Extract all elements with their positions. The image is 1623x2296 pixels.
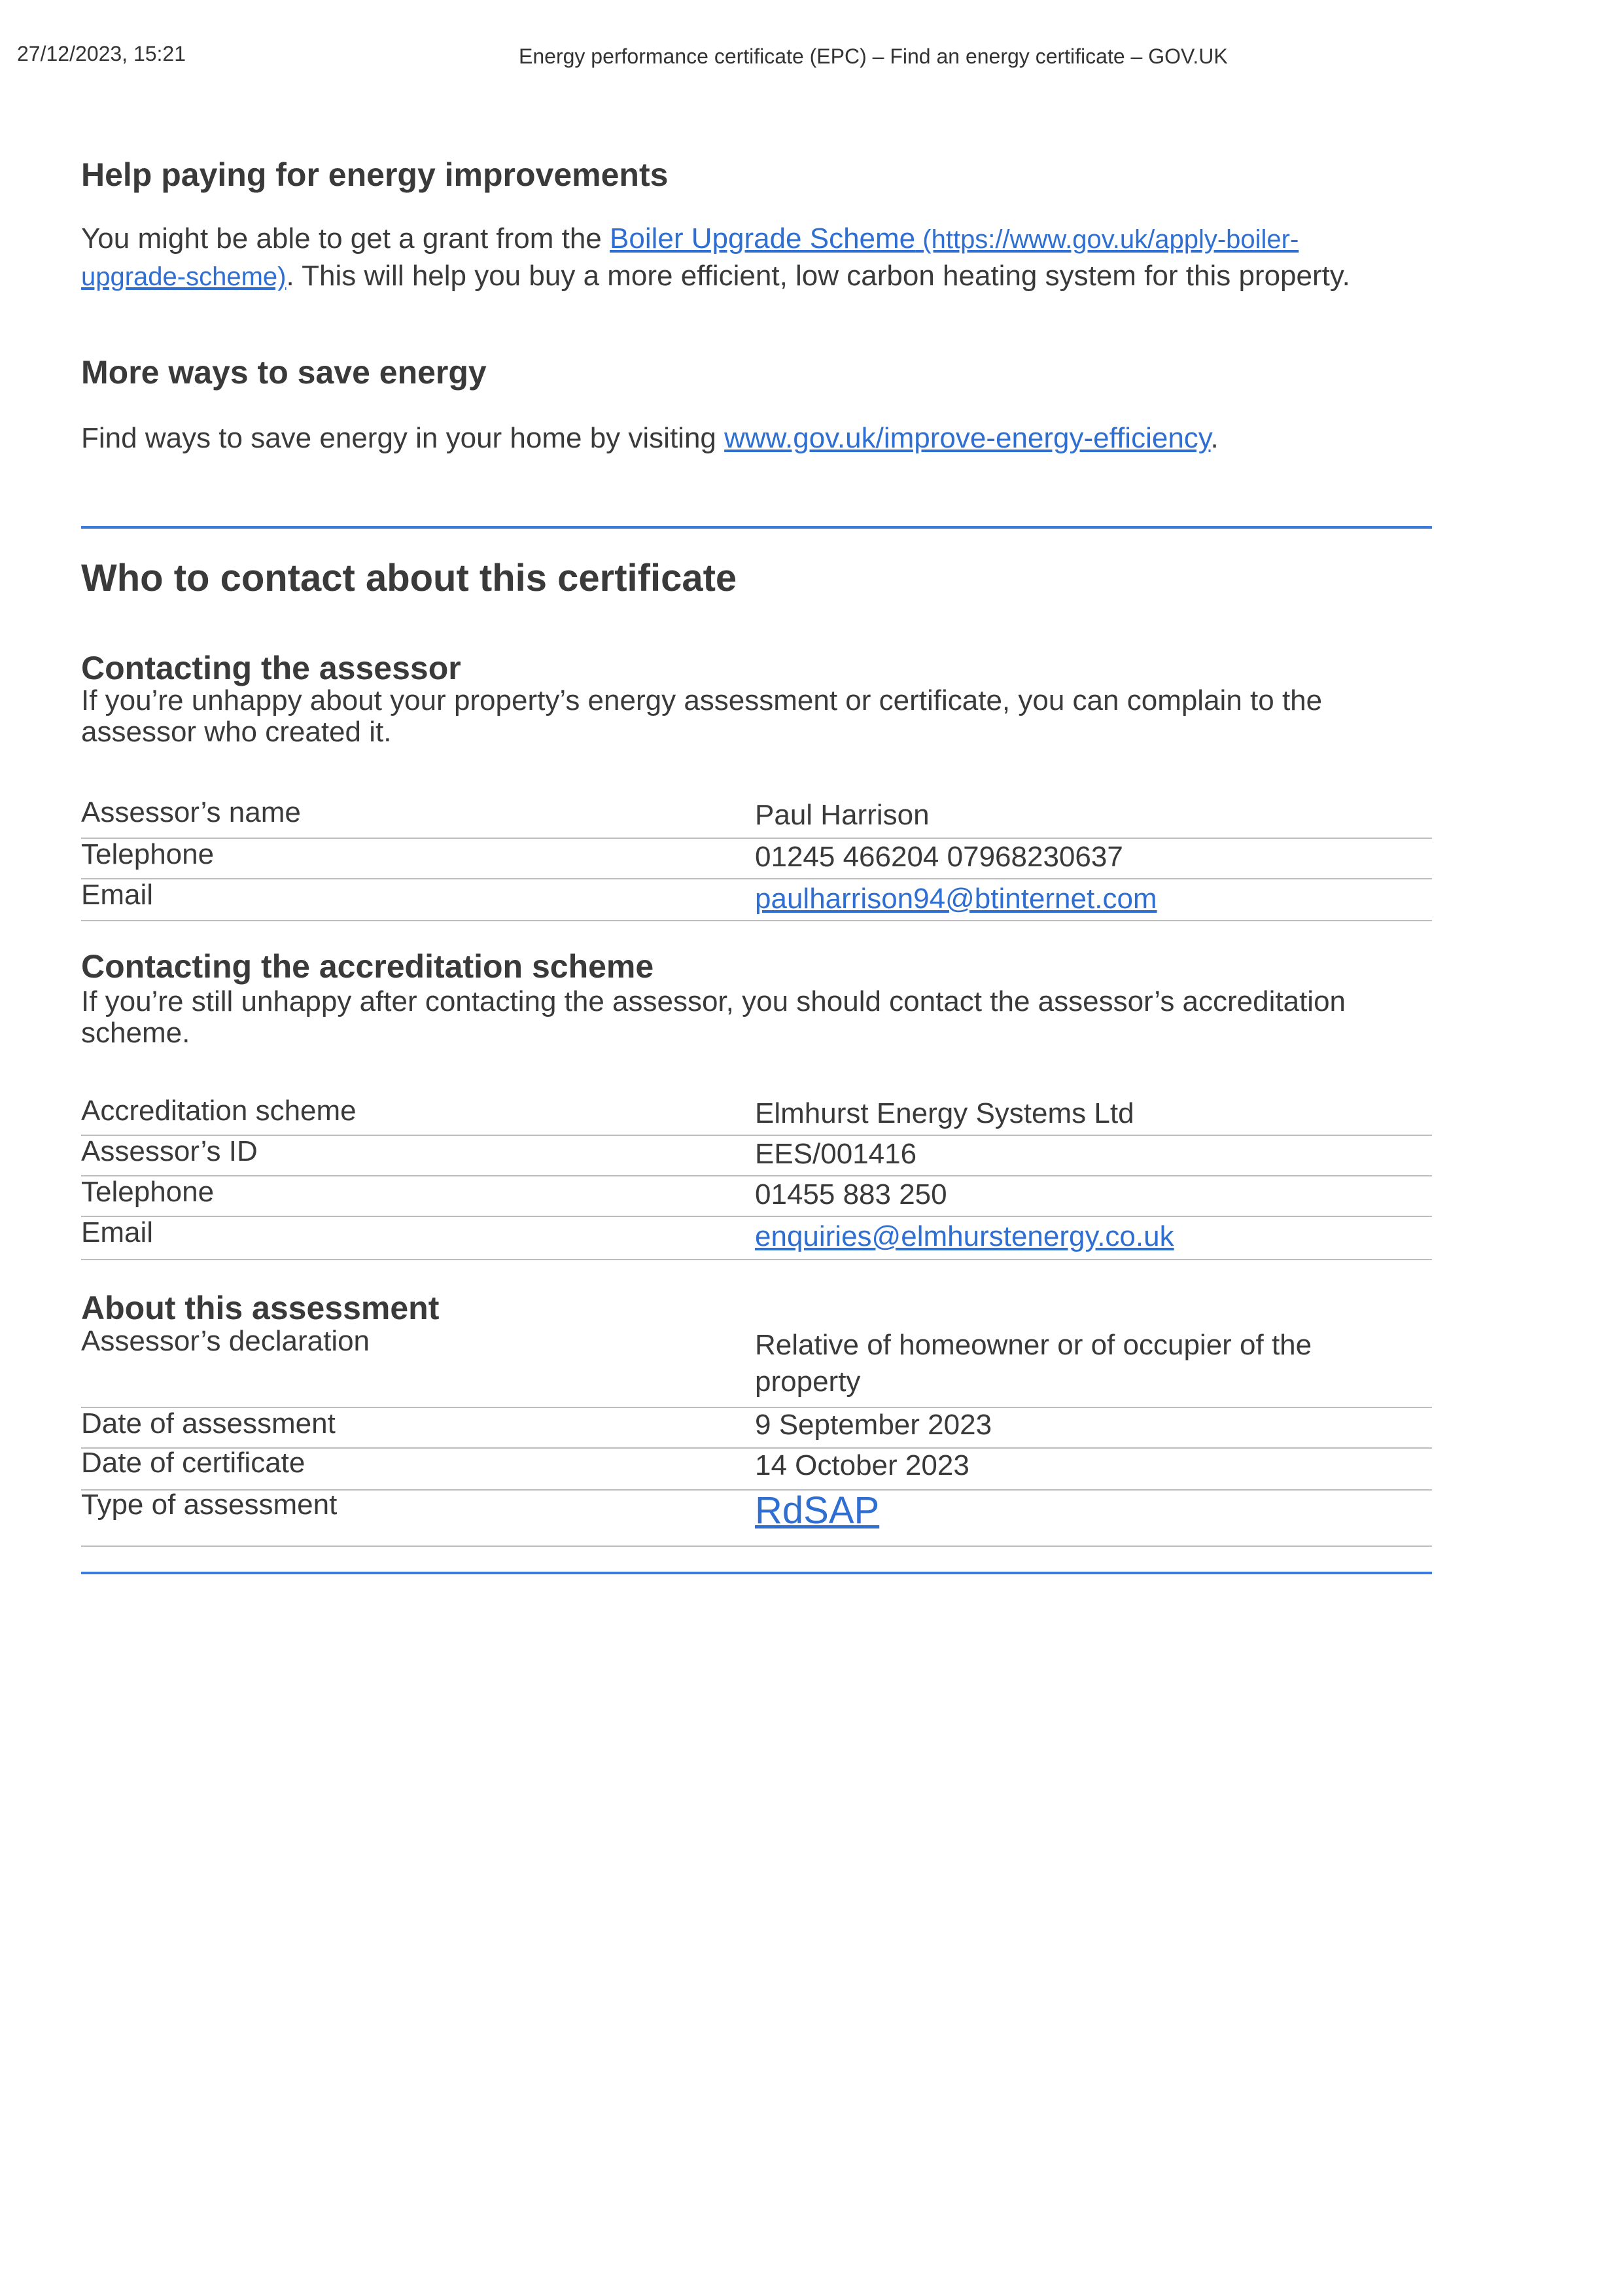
type-of-assessment-value — [755, 1488, 1409, 1537]
assessor-name-row — [81, 794, 1432, 839]
accreditation-email-label: Email — [81, 1216, 154, 1248]
assessor-declaration-value — [755, 1327, 1409, 1400]
assessor-name-label: Assessor’s name — [81, 796, 301, 828]
accreditation-email-value — [755, 1218, 1409, 1255]
rdsap-link[interactable]: RdSAP — [755, 1489, 880, 1532]
boiler-upgrade-url-line2: upgrade-scheme) — [81, 262, 287, 291]
print-datetime: 27/12/2023, 15:21 — [17, 42, 186, 65]
print-page-title: Energy performance certificate (EPC) – Find an energy certificate – GOV.UK — [519, 44, 1228, 68]
accreditation-email-link[interactable]: enquiries@elmhurstenergy.co.uk — [755, 1220, 1174, 1252]
help-paying-text-after: . This will help you buy a more efficient, low carbon heating system for this property. — [286, 260, 1350, 292]
accreditation-telephone-value: 01455 883 250 — [755, 1178, 947, 1210]
contacting-assessor-heading: Contacting the assessor — [81, 650, 461, 686]
assessor-id-label: Assessor’s ID — [81, 1135, 258, 1167]
accreditation-text-line2: scheme. — [81, 1017, 190, 1049]
date-of-assessment-label: Date of assessment — [81, 1407, 336, 1439]
assessor-email-link[interactable]: paulharrison94@btinternet.com — [755, 883, 1157, 915]
help-paying-text-before: You might be able to get a grant from the — [81, 222, 610, 255]
assessor-text-line2: assessor who created it. — [81, 716, 392, 748]
assessor-declaration-row — [81, 1323, 1432, 1408]
accreditation-scheme-row — [81, 1093, 1432, 1136]
date-of-certificate-label: Date of certificate — [81, 1447, 305, 1479]
more-ways-heading: More ways to save energy — [81, 354, 487, 391]
improve-energy-efficiency-link[interactable]: www.gov.uk/improve-energy-efficiency — [724, 422, 1211, 454]
about-assessment-heading: About this assessment — [81, 1290, 440, 1326]
contacting-assessor-text — [81, 685, 1432, 748]
date-of-certificate-value: 14 October 2023 — [755, 1449, 969, 1481]
declaration-value-line1: Relative of homeowner or of occupier of the — [755, 1329, 1312, 1361]
assessor-declaration-label: Assessor’s declaration — [81, 1325, 370, 1357]
help-paying-heading: Help paying for energy improvements — [81, 156, 669, 193]
assessor-email-label: Email — [81, 879, 154, 911]
declaration-value-line2: property — [755, 1366, 861, 1398]
contacting-accreditation-heading: Contacting the accreditation scheme — [81, 948, 654, 985]
assessor-id-row — [81, 1135, 1432, 1176]
accreditation-telephone-row — [81, 1175, 1432, 1217]
accreditation-scheme-label: Accreditation scheme — [81, 1095, 357, 1127]
accreditation-telephone-label: Telephone — [81, 1176, 215, 1208]
boiler-upgrade-url-line1: (https://www.gov.uk/apply-boiler- — [915, 225, 1299, 254]
accreditation-text-line1: If you’re still unhappy after contacting the assessor, you should contact the assessor’s accreditation — [81, 985, 1346, 1017]
more-ways-text: Find ways to save energy in your home by visiting — [81, 422, 725, 454]
assessor-telephone-row — [81, 838, 1432, 879]
contacting-accreditation-text — [81, 986, 1432, 1049]
help-paying-paragraph — [81, 221, 1432, 295]
date-of-assessment-row — [81, 1407, 1432, 1449]
type-of-assessment-label: Type of assessment — [81, 1489, 338, 1521]
who-to-contact-heading: Who to contact about this certificate — [81, 557, 737, 599]
section-divider — [81, 526, 1432, 529]
assessor-telephone-label: Telephone — [81, 838, 215, 870]
boiler-upgrade-link-text: Boiler Upgrade Scheme — [610, 222, 916, 255]
assessor-email-value — [755, 881, 1409, 917]
bottom-divider — [81, 1572, 1432, 1574]
more-ways-paragraph — [81, 420, 1432, 457]
assessor-text-line1: If you’re unhappy about your property’s energy assessment or certificate, you can complain to the — [81, 684, 1323, 716]
accreditation-scheme-value: Elmhurst Energy Systems Ltd — [755, 1097, 1134, 1129]
print-header — [0, 42, 1623, 75]
assessor-telephone-value: 01245 466204 07968230637 — [755, 841, 1123, 873]
date-of-certificate-row — [81, 1447, 1432, 1491]
assessor-id-value: EES/001416 — [755, 1138, 917, 1170]
more-ways-text-after: . — [1210, 422, 1219, 454]
type-of-assessment-row — [81, 1489, 1432, 1547]
date-of-assessment-value: 9 September 2023 — [755, 1409, 992, 1441]
assessor-email-row — [81, 878, 1432, 921]
assessor-name-value: Paul Harrison — [755, 799, 930, 831]
accreditation-email-row — [81, 1216, 1432, 1260]
